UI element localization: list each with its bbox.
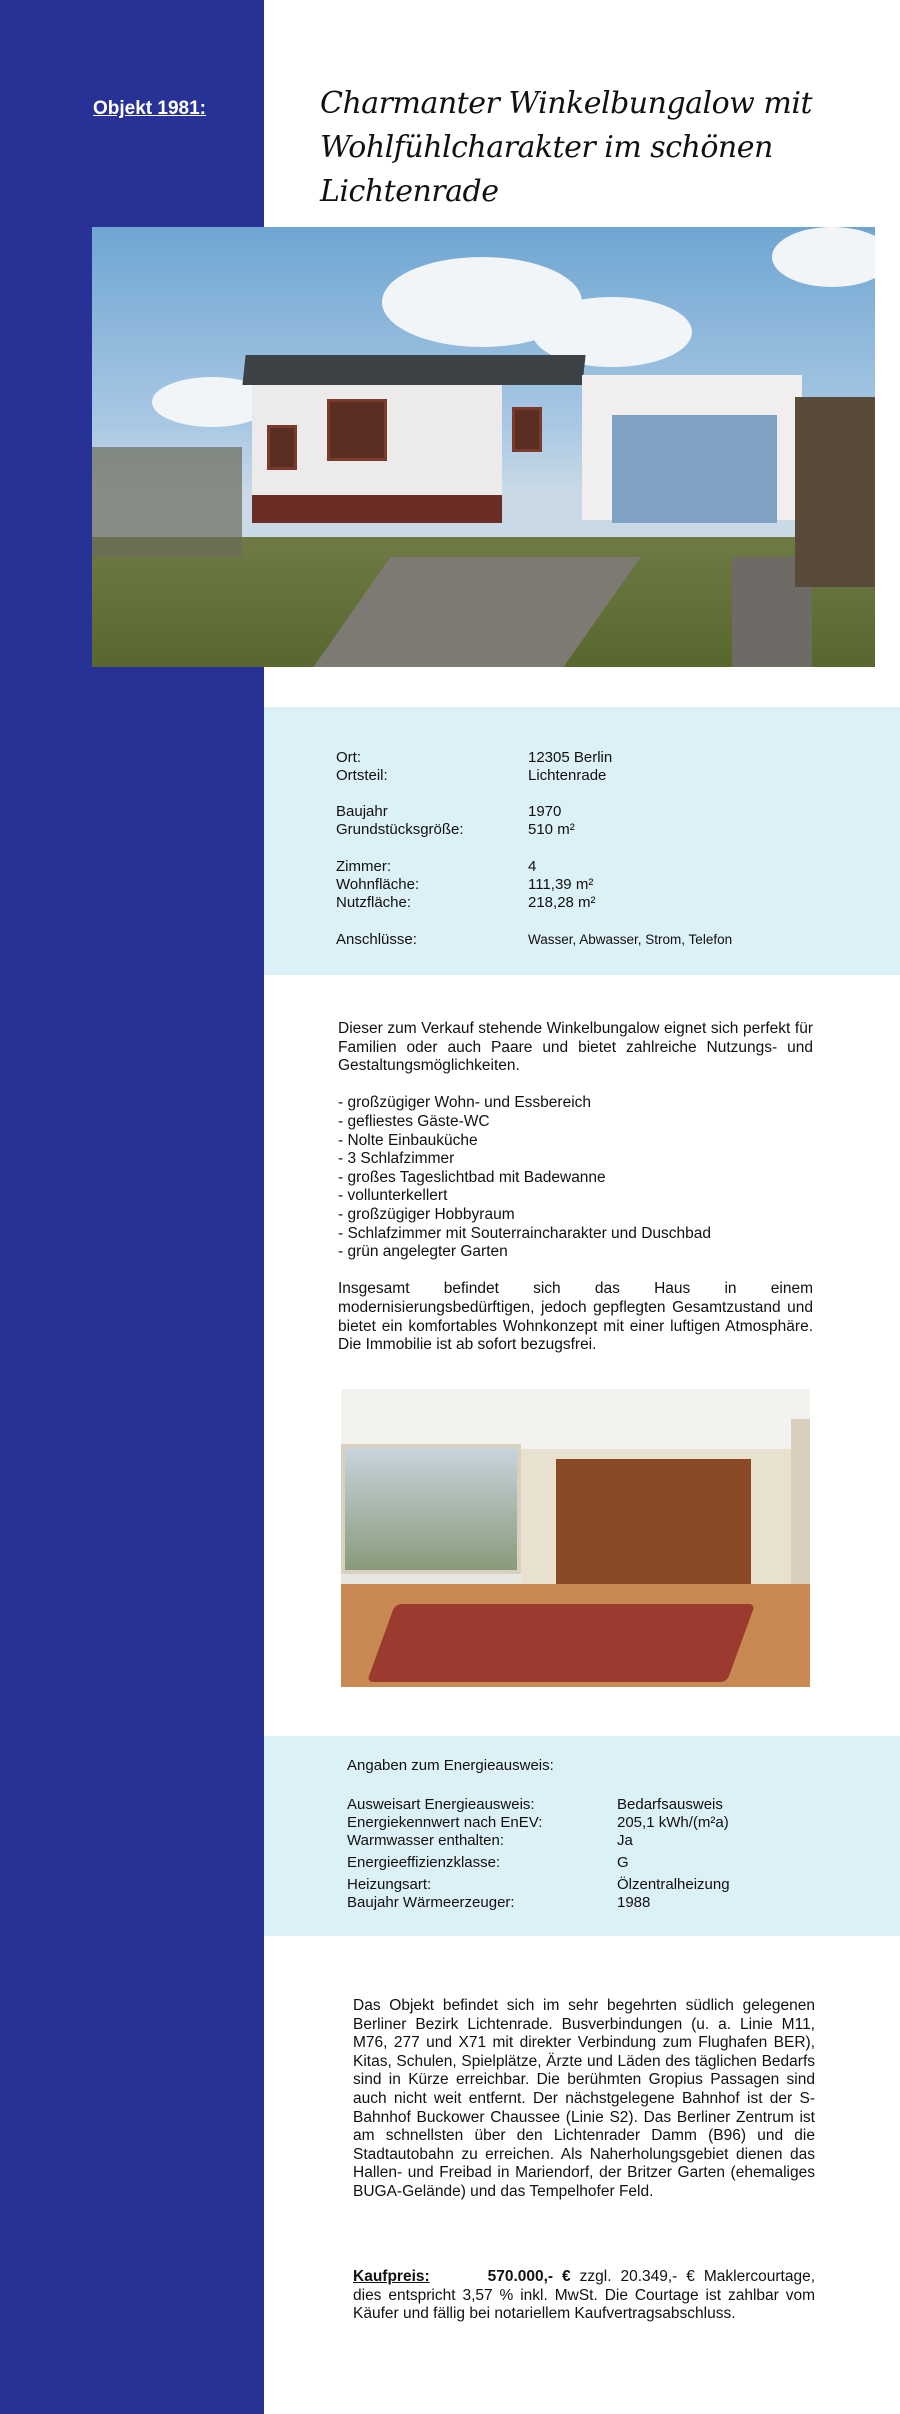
fact-label: Wohnfläche: <box>336 876 420 893</box>
price-amount: 570.000,- € <box>487 2268 571 2285</box>
feature-item: - großzügiger Hobbyraum <box>338 1205 515 1223</box>
location-description: Das Objekt befindet sich im sehr begehrten südlich gelegenen Berliner Bezirk Lichtenrade. Busverbindungen (u. a. Linie M11, M76, 277 und X71 mit direkter Verbindung zum Flughafen BER), Kitas, Schulen, Spielplätze, Ärzte und Läden des täglichen Bedarfs sind in Kürze erreichbar. Die berühmten Gropius Passagen sind auch nicht weit entfernt. Der nächstgelegene Bahnhof ist der S-Bahnhof Buckower Chaussee (Linie S2). Das Berliner Zentrum ist am schnellsten über den Lichtenrader Damm (B96) und die Stadtautobahn zu erreichen. Als Naherholungsgebiet dienen das Hallen- und Freibad in Mariendorf, der Britzer Garten (ehemaliges BUGA-Gelände) und das Tempelhofer Feld. <box>353 1997 815 2200</box>
fact-value: Wasser, Abwasser, Strom, Telefon <box>528 932 733 947</box>
fact-value: 4 <box>528 858 537 875</box>
energy-value: 1988 <box>617 1894 651 1911</box>
feature-item: - gefliestes Gäste-WC <box>338 1112 490 1130</box>
feature-list <box>338 1094 813 1261</box>
description-summary: Insgesamt befindet sich das Haus in einem modernisierungsbedürftigen, jedoch gepflegten Gesamtzustand und bietet ein komfortables Wohnkonzept mit einer luftigen Atmosphäre. Die Immobilie ist ab sofort bezugsfrei. <box>338 1280 813 1354</box>
feature-item: - vollunterkellert <box>338 1187 448 1205</box>
page-title <box>320 82 900 214</box>
fact-value: Lichtenrade <box>528 767 607 784</box>
fact-value: 510 m² <box>528 821 575 838</box>
fact-label: Nutzfläche: <box>336 894 412 911</box>
object-number: Objekt 1981: <box>93 98 206 119</box>
fact-value: 218,28 m² <box>528 894 596 911</box>
feature-item: - Schlafzimmer mit Souterraincharakter und Duschbad <box>338 1224 712 1242</box>
fact-label: Anschlüsse: <box>336 931 417 948</box>
description-intro: Dieser zum Verkauf stehende Winkelbungalow eignet sich perfekt für Familien oder auch Paare und bietet zahlreiche Nutzungs- und Gestaltungsmöglichkeiten. <box>338 1020 813 1075</box>
house-exterior-photo <box>92 227 875 667</box>
price-label: Kaufpreis: <box>353 2268 430 2285</box>
price-section <box>353 2268 815 2324</box>
price-details: zzgl. 20.349,- € Maklercourtage, dies entspricht 3,57 % inkl. MwSt. Die Courtage ist zahlbar vom Käufer und fällig bei notariellem Kaufvertragsabschluss. <box>353 2268 816 2323</box>
fact-label: Ortsteil: <box>336 767 388 784</box>
energy-label: Warmwasser enthalten: <box>347 1832 505 1849</box>
energy-value: Bedarfsausweis <box>617 1796 723 1813</box>
energy-label: Baujahr Wärmeerzeuger: <box>347 1894 515 1911</box>
feature-item: - grün angelegter Garten <box>338 1243 508 1261</box>
energy-label: Heizungsart: <box>347 1876 432 1893</box>
feature-item: - großzügiger Wohn- und Essbereich <box>338 1094 592 1112</box>
description <box>338 1020 813 1373</box>
feature-item: - Nolte Einbauküche <box>338 1131 478 1149</box>
fact-label: Ort: <box>336 749 361 766</box>
feature-item: - großes Tageslichtbad mit Badewanne <box>338 1168 606 1186</box>
title-line-1: Charmanter Winkelbungalow mit <box>320 86 812 121</box>
fact-value: 12305 Berlin <box>528 749 613 766</box>
title-line-2: Wohlfühlcharakter im schönen Lichtenrade <box>320 130 773 209</box>
energy-label: Energiekennwert nach EnEV: <box>347 1814 543 1831</box>
fact-value: 111,39 m² <box>528 876 594 893</box>
energy-label: Ausweisart Energieausweis: <box>347 1796 535 1813</box>
fact-label: Grundstücksgröße: <box>336 821 464 838</box>
energy-value: G <box>617 1854 629 1871</box>
fact-label: Zimmer: <box>336 858 391 875</box>
fact-value: 1970 <box>528 803 562 820</box>
living-room-photo <box>341 1389 810 1687</box>
energy-heading: Angaben zum Energieausweis: <box>347 1757 554 1774</box>
energy-label: Energieeffizienzklasse: <box>347 1854 501 1871</box>
energy-value: Ölzentralheizung <box>617 1876 730 1893</box>
energy-value: Ja <box>617 1832 633 1849</box>
feature-item: - 3 Schlafzimmer <box>338 1150 455 1168</box>
fact-label: Baujahr <box>336 803 388 820</box>
energy-value: 205,1 kWh/(m²a) <box>617 1814 729 1831</box>
